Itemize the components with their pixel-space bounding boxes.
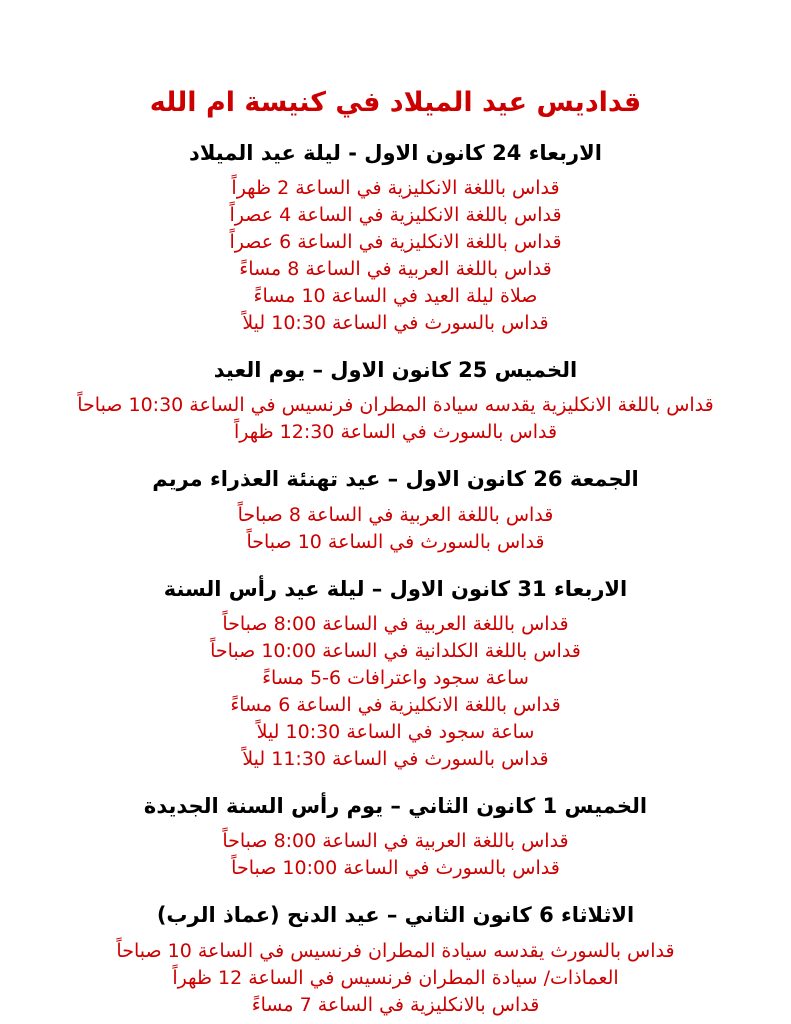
schedule-line: قداس بالسورث في الساعة 10 صباحاً (246, 530, 545, 553)
schedule-line: قداس بالسورث يقدسه سيادة المطران فرنسيس في الساعة 10 صباحاً (116, 939, 675, 962)
schedule-line: قداس بالسورث في الساعة 10:00 صباحاً (231, 857, 560, 880)
schedule-line: قداس باللغة الكلدانية في الساعة 10:00 صباحاً (210, 639, 581, 662)
schedule-section (0, 357, 791, 446)
schedule-section (0, 576, 791, 773)
section-heading: الاربعاء 31 كانون الاول – ليلة عيد رأس السنة (163, 576, 628, 601)
schedule-line: قداس باللغة الانكليزية في الساعة 6 عصراً (229, 231, 562, 254)
schedule-line: قداس بالسورث في الساعة 11:30 ليلاً (242, 747, 549, 770)
schedule-line: قداس باللغة العربية في الساعة 8 مساءً (239, 258, 552, 281)
schedule-line: قداس بالسورث في الساعة 10:30 ليلاً (242, 312, 549, 335)
schedule-line: قداس بالسورث في الساعة 12:30 ظهراً (233, 421, 558, 444)
schedule-sections (0, 140, 791, 1019)
schedule-section (0, 466, 791, 555)
section-heading: الاثلاثاء 6 كانون الثاني – عيد الدنح (عماذ الرب) (156, 903, 635, 928)
schedule-section (0, 902, 791, 1018)
section-heading: الخميس 25 كانون الاول – يوم العيد (213, 358, 578, 383)
section-heading: الجمعة 26 كانون الاول – عيد تهنئة العذراء مريم (152, 467, 639, 492)
schedule-section (0, 793, 791, 882)
schedule-line: قداس بالانكليزية في الساعة 7 مساءً (251, 993, 540, 1016)
section-heading: الاربعاء 24 كانون الاول - ليلة عيد الميلاد (189, 140, 602, 165)
schedule-line: العماذات/ سيادة المطران فرنسيس في الساعة 12 ظهراً (172, 966, 619, 989)
schedule-line: قداس باللغة العربية في الساعة 8 صباحاً (237, 503, 554, 526)
schedule-line: قداس باللغة العربية في الساعة 8:00 صباحاً (222, 612, 569, 635)
schedule-line: قداس باللغة الانكليزية يقدسه سيادة المطران فرنسيس في الساعة 10:30 صباحاً (77, 394, 714, 417)
schedule-line: قداس باللغة الانكليزية في الساعة 6 مساءً (230, 693, 561, 716)
schedule-line: صلاة ليلة العيد في الساعة 10 مساءً (253, 285, 538, 308)
schedule-line: قداس باللغة الانكليزية في الساعة 2 ظهراً (231, 177, 560, 200)
schedule-line: ساعة سجود واعترافات 6-5 مساءً (262, 666, 529, 689)
schedule-line: ساعة سجود في الساعة 10:30 ليلاً (256, 720, 535, 743)
section-heading: الخميس 1 كانون الثاني – يوم رأس السنة الجديدة (143, 793, 648, 818)
schedule-line: قداس باللغة الانكليزية في الساعة 4 عصراً (229, 204, 562, 227)
schedule-line: قداس باللغة العربية في الساعة 8:00 صباحاً (222, 830, 569, 853)
schedule-section (0, 140, 791, 337)
document-title: قداديس عيد الميلاد في كنيسة ام الله (149, 87, 642, 118)
